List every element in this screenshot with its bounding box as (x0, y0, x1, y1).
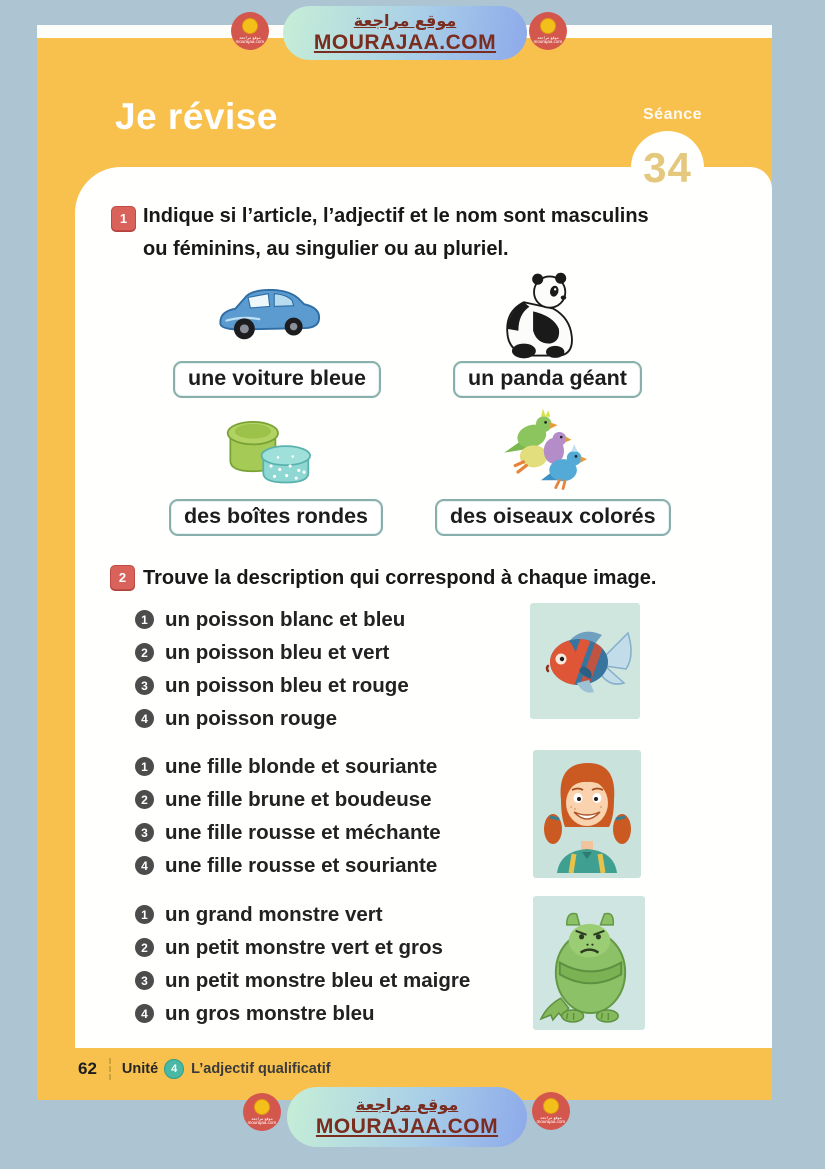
option-number-badge: 2 (135, 938, 154, 957)
option-row (135, 849, 441, 882)
option-number-badge: 4 (135, 709, 154, 728)
option-row (135, 750, 441, 783)
seance-number: 34 (643, 143, 692, 191)
blue-car-illustration (213, 273, 325, 357)
label-voiture: une voiture bleue (173, 361, 381, 398)
site-logo-badge (243, 1093, 281, 1131)
round-boxes-illustration (213, 405, 317, 495)
unit-title: L’adjectif qualificatif (191, 1061, 331, 1077)
logo-icon (540, 18, 556, 34)
logo-icon (242, 18, 258, 34)
option-number-badge: 2 (135, 790, 154, 809)
page-number: 62 (78, 1059, 97, 1078)
option-text: un grand monstre vert (165, 902, 383, 926)
option-number-badge: 3 (135, 823, 154, 842)
logo-caption-arabic: موقع مراجعة (537, 34, 559, 40)
exercise1-instruction-line2: ou féminins, au singulier ou au pluriel. (143, 238, 509, 260)
options-group-fish (135, 603, 409, 735)
logo-caption-url: mourajaa.com (536, 1118, 566, 1125)
option-row (135, 702, 409, 735)
option-number-badge: 1 (135, 905, 154, 924)
site-name-arabic: موقع مراجعة (353, 11, 457, 30)
option-number-badge: 4 (135, 1004, 154, 1023)
option-text: une fille blonde et souriante (165, 754, 438, 778)
options-group-girl (135, 750, 441, 882)
girl-illustration (533, 750, 641, 878)
option-text: un poisson blanc et bleu (165, 607, 406, 631)
seance-label: Séance (643, 106, 703, 123)
site-logo-badge (529, 12, 567, 50)
option-row (135, 931, 470, 964)
exercise2-instruction: Trouve la description qui correspond à chaque image. (143, 567, 657, 589)
label-oiseaux: des oiseaux colorés (435, 499, 671, 536)
logo-caption-arabic: موقع مراجعة (251, 1115, 273, 1121)
logo-caption-url: mourajaa.com (533, 38, 563, 45)
site-name-english: MOURAJAA.COM (315, 1115, 499, 1138)
option-text: un gros monstre bleu (165, 1001, 375, 1025)
option-row (135, 997, 470, 1030)
option-row (135, 636, 409, 669)
fish-illustration (530, 603, 640, 719)
logo-caption-arabic: موقع مراجعة (239, 34, 261, 40)
options-group-monster (135, 898, 470, 1030)
panda-illustration (495, 270, 585, 362)
logo-icon (254, 1099, 270, 1115)
page-footer (78, 1056, 331, 1082)
label-panda: un panda géant (453, 361, 642, 398)
option-number-badge: 1 (135, 610, 154, 629)
option-text: un poisson bleu et rouge (165, 673, 409, 697)
page-title: Je révise (115, 96, 278, 137)
exercise1-instruction-line1: Indique si l’article, l’adjectif et le nom sont masculins (143, 205, 649, 227)
exercise1-number-badge: 1 (111, 206, 136, 231)
option-number-badge: 4 (135, 856, 154, 875)
option-row (135, 603, 409, 636)
label-boites: des boîtes rondes (169, 499, 383, 536)
option-row (135, 964, 470, 997)
unit-number-badge: 4 (164, 1059, 184, 1079)
exercise1-instruction (143, 200, 649, 266)
seance-number-badge (631, 131, 704, 204)
logo-caption-url: mourajaa.com (235, 38, 265, 45)
option-row (135, 669, 409, 702)
site-banner-top (283, 6, 527, 60)
option-row (135, 898, 470, 931)
exercise-card (75, 167, 772, 1048)
site-name-arabic: موقع مراجعة (355, 1095, 459, 1114)
option-row (135, 816, 441, 849)
option-number-badge: 2 (135, 643, 154, 662)
logo-icon (543, 1098, 559, 1114)
option-number-badge: 1 (135, 757, 154, 776)
exercise2-number-badge: 2 (110, 565, 135, 590)
site-logo-badge (532, 1092, 570, 1130)
footer-divider (109, 1058, 111, 1080)
option-text: une fille rousse et souriante (165, 853, 438, 877)
option-text: un poisson rouge (165, 706, 337, 730)
option-text: un petit monstre vert et gros (165, 935, 443, 959)
option-number-badge: 3 (135, 971, 154, 990)
option-text: une fille brune et boudeuse (165, 787, 432, 811)
site-logo-badge (231, 12, 269, 50)
option-text: un poisson bleu et vert (165, 640, 390, 664)
monster-illustration (533, 896, 645, 1030)
site-banner-bottom (287, 1087, 527, 1147)
unit-label: Unité (121, 1061, 159, 1077)
option-row (135, 783, 441, 816)
colorful-birds-illustration (495, 403, 587, 495)
site-name-english: MOURAJAA.COM (313, 31, 497, 54)
option-number-badge: 3 (135, 676, 154, 695)
logo-caption-arabic: موقع مراجعة (540, 1114, 562, 1120)
option-text: un petit monstre bleu et maigre (165, 968, 471, 992)
option-text: une fille rousse et méchante (165, 820, 441, 844)
logo-caption-url: mourajaa.com (247, 1119, 277, 1126)
